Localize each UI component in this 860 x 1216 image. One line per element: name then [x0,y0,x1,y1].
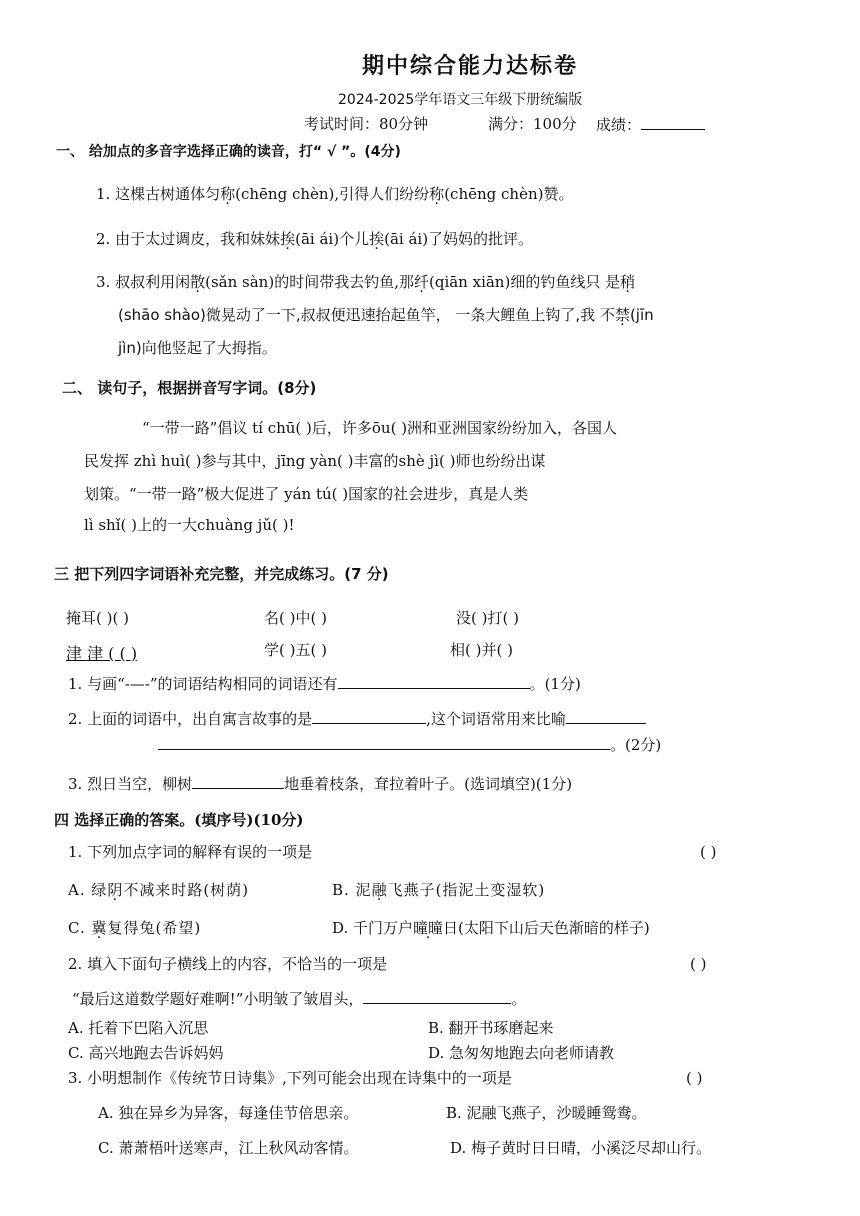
page-title: 期中综合能力达标卷 [362,53,579,79]
s1-q1-text-b: (chēng chèn),引得人们纷纷 [235,185,430,203]
dotted-char: 散 [190,273,206,291]
s1-q3-line2-end: (jīn [629,306,654,324]
s1-q3-text-c: (qiān xiān)细的钓鱼线只 是 [428,273,621,291]
dotted-char: 阴 [107,881,124,899]
score-blank [641,114,705,130]
s3-q3-text-a: 3. 烈日当空，柳树 [68,775,193,793]
score-field [596,114,705,135]
idiom-3: 没( )打( ) [456,609,519,627]
dotted-char: 冀 [91,919,108,937]
s1-q1 [96,184,573,204]
q-num: 1. [96,185,111,203]
s2-line-4: lì shǐ( )上的一大chuàng jǔ( )! [84,516,295,534]
s4-q1-option-c [68,918,201,938]
opt-label: D. 千门万户 [332,919,414,937]
s3-q1-points: 。(1分) [529,675,581,693]
section-3-heading: 三 把下列四字词语补充完整，并完成练习。(7 分) [54,565,389,583]
s4-q3-option-d: D. 梅子黄时日日晴，小溪泛尽却山行。 [450,1139,712,1157]
s4-q3-option-c: C. 萧萧梧叶送寒声，江上秋风动客情。 [98,1139,359,1157]
dotted-char: 稍 [620,273,636,291]
dotted-char: 挨 [280,230,296,248]
s1-q2-text-b: (āi ái)个儿 [295,230,370,248]
s4-q1-option-d [332,918,650,938]
s1-q2-text-c: (āi ái)了妈妈的批评。 [384,230,534,248]
s2-line-2: 民发挥 zhì huì( )参与其中，jīng yàn( )丰富的shè jì( )师也纷纷出谋 [84,452,546,470]
opt-text: 飞燕子(指泥土变湿软) [387,881,546,899]
dotted-char: 纤 [413,273,429,291]
s4-q3: 3. 小明想制作《传统节日诗集》,下列可能会出现在诗集中的一项是 [68,1069,512,1087]
dotted-char: 融 [371,881,388,899]
dotted-char: 称 [220,185,236,203]
s3-q2-mid: ,这个词语常用来比喻 [426,710,566,728]
opt-text: 复得兔(希望) [107,919,202,937]
opt-label: A. 绿 [68,881,108,899]
idiom-4-underlined: 津 津 ( ( ) [66,644,138,663]
s3-q3-text-b: 地垂着枝条，耷拉着叶子。(选词填空)(1分) [284,775,573,793]
s4-q1-answer-paren: ( ) [700,843,717,861]
s4-q1-option-a [68,880,249,900]
opt-label: B. 泥 [332,881,372,899]
s4-q2: 2. 填入下面句子横线上的内容，不恰当的一项是 [68,955,388,973]
score-label: 成绩： [596,116,642,134]
s4-q1: 1. 下列加点字词的解释有误的一项是 [68,843,313,861]
s3-q2-text: 2. 上面的词语中，出自寓言故事的是 [68,710,313,728]
s3-q1-text: 1. 与画“-—-”的词语结构相同的词语还有 [68,675,338,693]
s1-q3-line1 [96,272,635,292]
s3-q2-line2 [158,734,661,755]
section-4-heading: 四 选择正确的答案。(填序号)(10分) [54,811,304,829]
s4-q2-quote-text: “最后这道数学题好难啊!”小明皱了皱眉头， [72,990,364,1008]
answer-blank [312,708,426,724]
idiom-2: 名( )中( ) [264,609,327,627]
dotted-char: 曈曈 [413,919,444,937]
answer-blank [363,988,511,1004]
s3-q2-points: 。(2分) [610,736,662,754]
s1-q3-line2 [118,305,654,325]
idiom-1: 掩耳( )( ) [66,609,129,627]
s1-q2 [96,229,533,249]
s4-q3-option-a: A. 独在异乡为异客，每逢佳节倍思亲。 [98,1104,359,1122]
s4-q2-option-b: B. 翻开书琢磨起来 [428,1019,554,1037]
opt-label: C. [68,919,92,937]
opt-text: 不减来时路(树荫) [123,881,250,899]
s2-line-1: “一带一路”倡议 tí chū( )后，许多ōu( )洲和亚洲国家纷纷加入，各国人 [142,419,618,437]
idiom-5: 学( )五( ) [264,641,327,659]
opt-text: 日(太阳下山后天色渐暗的样子) [443,919,650,937]
s4-q2-answer-paren: ( ) [690,955,707,973]
s1-q1-text-a: 这棵古树通体匀 [115,185,221,203]
q-num: 2. [96,230,111,248]
s4-q2-option-c: C. 高兴地跑去告诉妈妈 [68,1044,224,1062]
s4-q2-option-d: D. 急匆匆地跑去向老师请教 [428,1044,615,1062]
s1-q3-text-a: 叔叔利用闲 [115,273,191,291]
section-2-heading: 二、 读句子，根据拼音写字词。(8分) [62,379,317,397]
full-score: 满分：100分 [488,115,577,133]
s2-line-3: 划策。“一带一路”极大促进了 yán tú( )国家的社会进步，真是人类 [84,485,529,503]
answer-blank [192,773,284,789]
s4-q3-option-b: B. 泥融飞燕子，沙暖睡鸳鸯。 [446,1104,647,1122]
s4-q2-quote [72,988,526,1009]
answer-blank [338,673,530,689]
s1-q2-text-a: 由于太过调皮，我和妹妹 [115,230,281,248]
s1-q3-line2-text: (shāo shào)微晃动了一下,叔叔便迅速抬起鱼竿， 一条大鲤鱼上钩了,我 不 [118,306,615,324]
s4-q3-answer-paren: ( ) [686,1069,703,1087]
s3-q3 [68,773,572,794]
s1-q3-text-b: (sǎn sàn)的时间带我去钓鱼,那 [205,273,414,291]
subtitle: 2024-2025学年语文三年级下册统编版 [338,92,583,108]
exam-time: 考试时间：80分钟 [304,115,429,133]
s4-q1-option-b [332,880,545,900]
idiom-6: 相( )并( ) [450,641,513,659]
q-num: 3. [96,273,111,291]
dotted-char: 挨 [369,230,385,248]
section-1-heading: 一、 给加点的多音字选择正确的读音，打“ √ ”。(4分) [56,144,401,160]
answer-blank [158,734,610,750]
s1-q1-text-c: (chēng chèn)赞。 [444,185,574,203]
s4-q2-quote-end: 。 [511,990,527,1008]
dotted-char: 禁 [614,306,630,324]
s3-q2 [68,708,646,729]
s4-q2-option-a: A. 托着下巴陷入沉思 [68,1019,209,1037]
s1-q3-line3: jìn)向他竖起了大拇指。 [118,339,277,357]
s3-q1 [68,673,581,694]
dotted-char: 称 [429,185,445,203]
answer-blank [566,708,646,724]
